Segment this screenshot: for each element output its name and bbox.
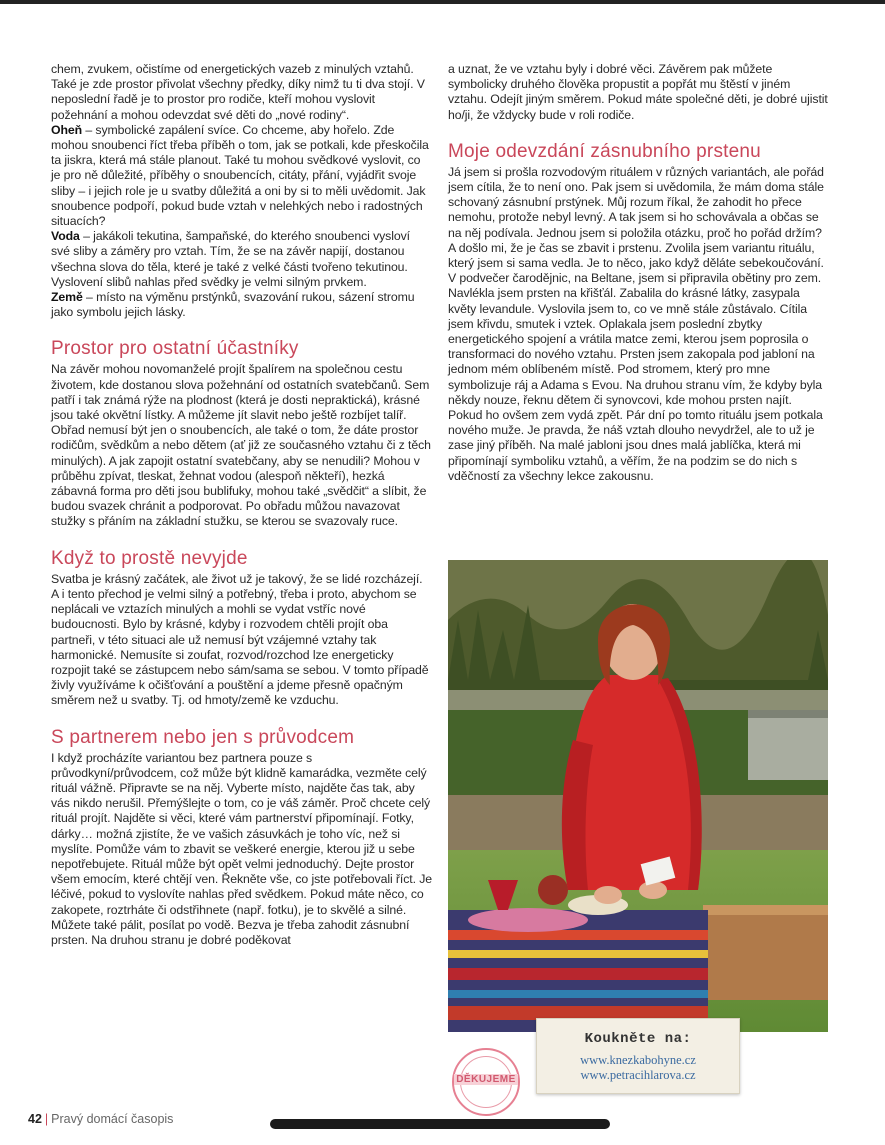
section-heading: Moje odevzdání zásnubního prstenu <box>448 140 761 162</box>
thank-you-stamp <box>452 1048 520 1116</box>
paragraph: Já jsem si prošla rozvodovým rituálem v různých variantách, ale pořád jsem cítila, že to není ono. Pak jsem si uvědomila, že mám doma stále schovaný zásnubní prstýnek. Můj rozum říkal, že zahodit ho přece nemohu, protože nebyl levný. A tak jsem si ho schovávala a občas se na něj podívala. Jednou jsem si položila otázku, proč ho pořád držím? A došlo mi, že je čas se zbavit i prstenu. Zvolila jsem variantu rituálu, který jsem si sama vedla. Je to něco, jako když děláte sebekoučování. V podvečer čarodějnic, na Beltane, jsem si připravila obětiny pro zem. Navlékla jsem prsten na křišťál. Zabalila do krásné látky, zasypala květy levandule. Vyslovila jsem to, co ve mně stále zůstávalo. Cítila jsem křivdu, smutek i vztek. Oplakala jsem poslední zbytky energetického spojení a vrátila matce zemi, kterou jsem poprosila o transformaci do nového vztahu. Prsten jsem zakopala pod jabloní na jednom mém oblíbeném místě. Pod stromem, který pro mne symbolizuje ráj a Adama s Evou. Na druhou stranu vím, že kdyby byla někdy nouze, řeknu dětem či synovcovi, kde mohou prsten najít. Pokud ho ovšem zem vydá zpět. Pár dní po tomto rituálu jsem potkala nového muže. Je pravda, že náš vztah dlouho nevydržel, ale to už je zase jiný příběh. Na malé jabloni jsou dnes malá jablíčka, která mi připomínají symboliku vztahů, a věřím, že na podzim se do nich s vděčností za všechny lekce zakousnu. <box>448 164 824 483</box>
links-box-title: Koukněte na: <box>584 1031 692 1047</box>
right-text-column <box>448 62 828 484</box>
paragraph-zeme <box>51 290 432 320</box>
top-border <box>0 0 885 4</box>
voda-text: – jakákoli tekutina, šampaňské, do kterého snoubenci vysloví své sliby a záměry pro vztah. Tím, že se na závěr napijí, dostanou všechna slova do těla, které je také z velké části tvořeno tekutinou. Vyslovení slibů nahlas před svědky je velmi silným prvkem. <box>51 229 410 289</box>
section-heading: Prostor pro ostatní účastníky <box>51 338 299 360</box>
paragraph: chem, zvukem, očistíme od energetických vazeb z minulých vztahů. Také je zde prostor přivolat všechny předky, díky nimž tu ti dva stojí. V neposlední řadě je to prostor pro rodiče, kteří mohou vyslovit požehnání a mohou odevzdat své děti do „nové rodiny“. <box>51 62 425 122</box>
paragraph: I když procházíte variantou bez partnera pouze s průvodkyní/průvodcem, což může být klidně kamarádka, vezměte celý rituál vážně. Připravte se na něj. Vyberte místo, najděte čas tak, aby vás nikdo nerušil. Přemýšlejte o tom, co je váš záměr. Proč chcete celý rituál projít. Najděte si věci, které vám partnerství připomínají. Fotky, dárky… možná zjistíte, že ve vašich zásuvkách je toho víc, než si myslíte. Pomůže vám to zbavit se veškeré energie, kterou již u sebe nepotřebujete. Rituál může být opět velmi jednoduchý. Dejte prostor všem emocím, které chtějí ven. Řekněte vše, co jste potřebovali říct. Je léčivé, pokud to vyslovíte nahlas před svědkem. Pokud máte něco, co zakopete, roztrháte či odstřihnete (např. fotku), je to skvělé a silné. Můžete také pálit, posílat po vodě. Bezva je třeba zahodit zásnubní prsten. Na druhou stranu je dobré poděkovat <box>51 750 432 947</box>
paragraph: Svatba je krásný začátek, ale život už je takový, že se lidé rozcházejí. A i tento přechod je velmi silný a potřebný, třeba i proto, abychom se neplácali ve vztazích minulých a mohli se vydat vstříc nové budoucnosti. Bylo by krásné, kdyby i rozvodem chtěli projít oba partneři, v této situaci ale už nemusí být vzájemné vztahy tak harmonické. Nemusíte si zoufat, rozvod/rozchod lze energeticky rozpojit také se zástupcem nebo sám/sama se sebou. V tomto případě živly využíváme k očišťování a pouštění a jdeme přesně opačným směrem než u svatby. Tj. od hmoty/země ke vzduchu. <box>51 571 429 708</box>
term-zeme: Země <box>51 290 83 305</box>
link-knezkabohyne[interactable]: www.knezkabohyne.cz <box>580 1053 696 1067</box>
paragraph-ohen <box>51 123 432 229</box>
footer-separator: | <box>44 1112 49 1126</box>
term-voda: Voda <box>51 229 80 244</box>
zeme-text: – místo na výměnu prstýnků, svazování rukou, sázení stromu jako symbolu jejich lásky. <box>51 290 415 320</box>
publication-name: Pravý domácí časopis <box>51 1112 174 1126</box>
left-text-column <box>51 62 432 948</box>
section-heading: Když to prostě nevyjde <box>51 547 248 569</box>
ohen-text: – symbolické zapálení svíce. Co chceme, aby hořelo. Zde mohou snoubenci říct třeba příběh o tom, jak se potkali, kde přeskočila ta jiskra, která má stále planout. Také tu mohou svědkové vyslovit, co je pro ně důležité, příběhy o snoubencích, citáty, přání, vyjádřit svoje sliby – i jejich role je u svatby důležitá a oni by si to měli uvědomit. Jak snoubence podpoří, pokud bude vztah v nelehkých nebo i radostných situacích? <box>51 122 429 229</box>
link-petracihlarova[interactable]: www.petracihlarova.cz <box>580 1068 696 1082</box>
garden-ritual-photo <box>448 560 828 1032</box>
article-photo <box>448 560 828 1032</box>
stamp-word: DĚKUJEME <box>454 1074 518 1085</box>
term-ohen: Oheň <box>51 122 83 137</box>
links-box <box>536 1018 740 1094</box>
page-footer <box>28 1112 173 1126</box>
section-heading: S partnerem nebo jen s průvodcem <box>51 726 355 748</box>
paragraph: Na závěr mohou novomanželé projít špalírem na společnou cestu životem, kde dostanou slova požehnání od ostatních svatebčanů. Sem patří i tak známá rýže na plodnost (která je dosti nepraktická), krásné jsou také okvětní lístky. A můžeme jít slavit nebo ještě rozbíjet talíř. Obřad nemusí být jen o snoubencích, ale také o tom, že dáte prostor rodičům, svědkům a nebo dětem (ať již ze současného vztahu či z těch minulých). A jak zapojit ostatní svatebčany, aby se nenudili? Mohou v průběhu zpívat, tleskat, žehnat vodou (alespoň někteří), hezká zábavná forma pro děti jsou bublifuky, mohou také „svědčit“ a slíbit, že budou svazek chránit a podporovat. Po obřadu můžou navazovat stužky s přáním na základní stužku, se kterou se svazovaly ruce. <box>51 362 431 529</box>
paragraph: a uznat, že ve vztahu byly i dobré věci. Závěrem pak můžete symbolicky druhého člověka propustit a popřát mu štěstí v jiném vztahu. Odejít jiným směrem. Pokud máte společné děti, je dobré ujistit ho/ji, že vždycky bude v roli rodiče. <box>448 62 828 122</box>
paragraph-voda <box>51 229 432 290</box>
page-number: 42 <box>28 1112 42 1126</box>
horizontal-scrollbar[interactable] <box>270 1119 610 1129</box>
